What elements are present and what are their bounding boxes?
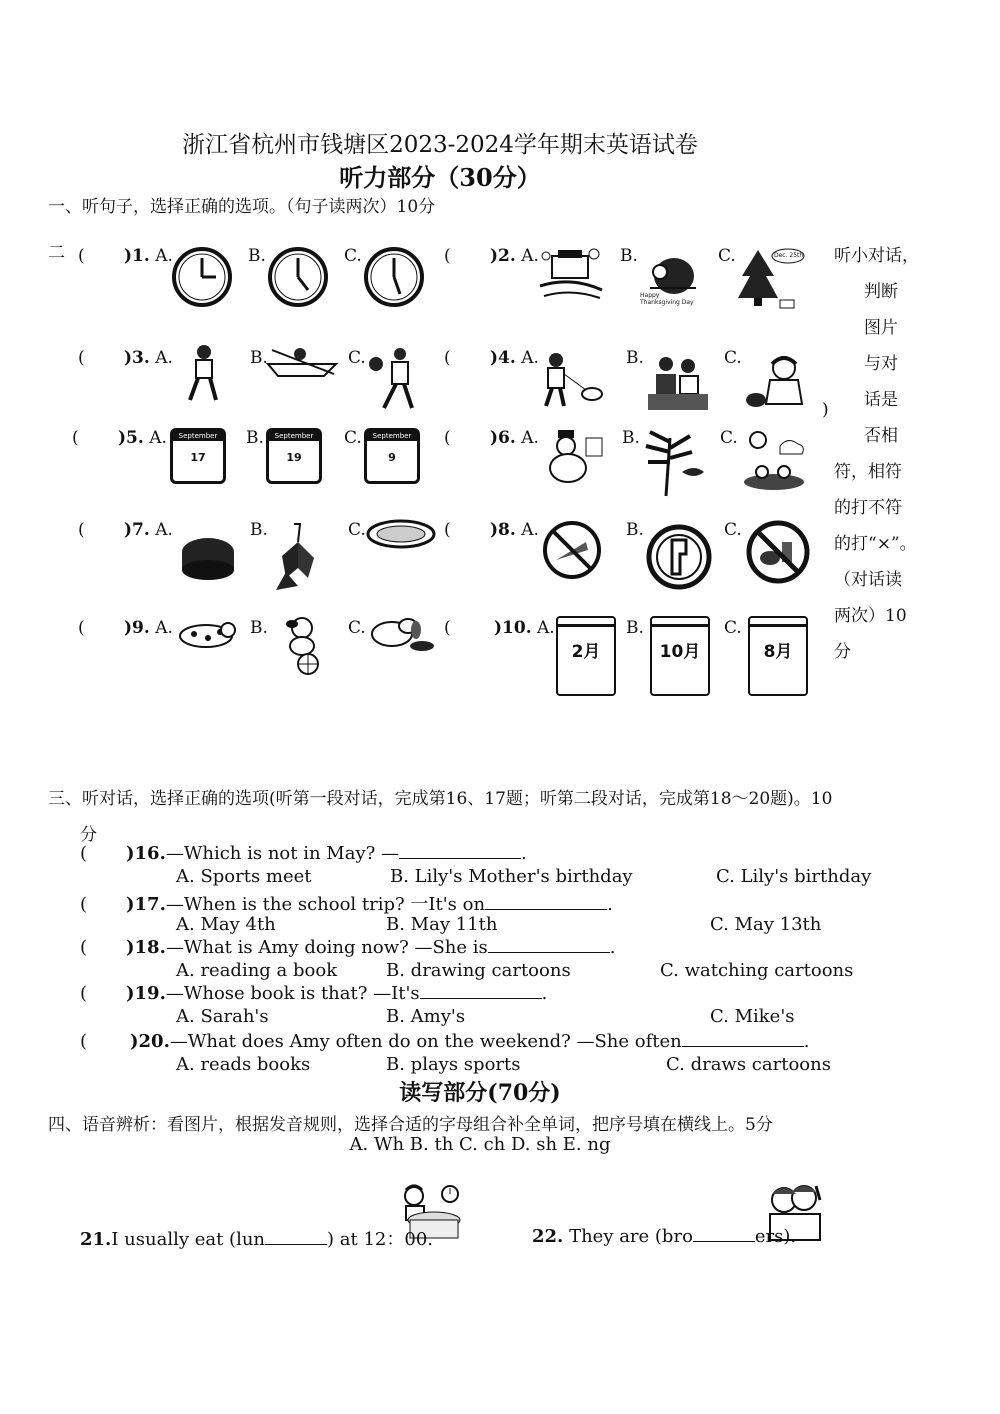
question-number: )7. A. <box>124 520 173 540</box>
option-a: A. reading a book <box>176 960 338 981</box>
sunny-picnic-icon <box>740 428 808 494</box>
national-day-icon <box>538 246 604 302</box>
option-label: C. <box>724 618 742 638</box>
question-21: 21.I usually eat (lun ) at 12：00. <box>80 1229 433 1250</box>
letter-options: A. Wh B. th C. ch D. sh E. ng <box>349 1134 611 1155</box>
section-2-prefix: 二 <box>48 243 65 263</box>
page-subtitle: 听力部分（30分） <box>339 163 541 192</box>
option-label: C. <box>348 520 366 540</box>
answer-bracket[interactable]: ( <box>78 618 85 638</box>
question-number: )4. A. <box>490 348 539 368</box>
answer-bracket[interactable]: ( <box>80 1031 88 1052</box>
option-label: C. <box>720 428 738 448</box>
answer-blank[interactable] <box>265 1228 327 1245</box>
reading-writing-title: 读写部分(70分) <box>399 1080 561 1106</box>
option-label: C. <box>724 520 742 540</box>
answer-bracket[interactable]: ( <box>78 520 85 540</box>
answer-blank[interactable] <box>693 1225 755 1242</box>
section-2-instruction: 听小对话， 判断 图片 与对 话是 否相 符，相符 的打不符 的打“×”。 （对话读 两次）10 分 <box>834 246 919 662</box>
option-label: B. <box>626 520 644 540</box>
mooncake-icon <box>176 532 240 582</box>
question-number: )9. A. <box>124 618 173 638</box>
question-22: 22. They are (bro ers). <box>532 1226 797 1247</box>
zongzi-icon <box>270 522 324 594</box>
listening-question-20: ( )20.—What does Amy often do on the weekend? —She often . <box>80 1031 810 1052</box>
calendar-icon: September 9 <box>364 428 420 484</box>
option-a: A. Sarah's <box>176 1006 269 1027</box>
no-fishing-icon <box>542 520 602 580</box>
clock-icon <box>364 246 424 308</box>
option-c: C. May 13th <box>710 914 822 935</box>
option-label: C. <box>344 246 362 266</box>
option-label: C. <box>724 348 742 368</box>
calendar-page-icon: 8月 <box>748 616 808 696</box>
answer-bracket[interactable]: ( <box>80 983 88 1004</box>
question-number: )6. A. <box>490 428 539 448</box>
dumplings-plate-icon <box>366 518 436 550</box>
bracket-close: ) <box>822 400 829 420</box>
answer-bracket[interactable]: ( <box>80 843 88 864</box>
option-label: C. <box>344 428 362 448</box>
answer-blank[interactable] <box>420 982 542 999</box>
option-label: C. <box>348 348 366 368</box>
calendar-page-icon: 10月 <box>650 616 710 696</box>
option-label: B. <box>250 520 268 540</box>
answer-bracket[interactable]: ( <box>72 428 79 448</box>
option-b: B. Amy's <box>386 1006 466 1027</box>
page-title: 浙江省杭州市钱塘区2023-2024学年期末英语试卷 <box>182 132 698 158</box>
no-phone-icon <box>646 524 712 590</box>
option-b: B. Lily's Mother's birthday <box>390 866 633 887</box>
option-label: B. <box>620 246 638 266</box>
girl-cat-icon <box>744 354 808 412</box>
calendar-icon: September 17 <box>170 428 226 484</box>
section-1-instruction: 一、听句子，选择正确的选项。（句子读两次）10分 <box>48 197 436 217</box>
option-a: A. May 4th <box>176 914 276 935</box>
christmas-date-tag: Dec. 25th <box>774 252 804 259</box>
running-boy-icon <box>184 344 224 404</box>
section-3-instruction-wrap: 分 <box>80 825 97 845</box>
answer-bracket[interactable]: ( <box>80 937 88 958</box>
question-number: )10. A. <box>494 618 555 638</box>
dog-ball-icon <box>272 616 334 676</box>
option-a: A. reads books <box>176 1054 311 1075</box>
answer-bracket[interactable]: ( <box>444 428 451 448</box>
option-label: B. <box>626 618 644 638</box>
option-label: B. <box>626 348 644 368</box>
thanksgiving-caption: Happy Thanksgiving Day <box>640 292 694 306</box>
option-label: B. <box>250 348 268 368</box>
basketball-player-icon <box>366 346 422 412</box>
option-b: B. May 11th <box>386 914 498 935</box>
clock-icon <box>172 246 232 308</box>
sleeping-dog-icon <box>176 616 238 650</box>
answer-bracket[interactable]: ( <box>444 348 451 368</box>
option-c: C. Mike's <box>710 1006 795 1027</box>
family-sitting-icon <box>644 356 712 412</box>
snowman-icon <box>540 428 606 484</box>
option-a: A. Sports meet <box>176 866 312 887</box>
question-number: )2. A. <box>490 246 539 266</box>
option-c: C. Lily's birthday <box>716 866 872 887</box>
option-c: C. draws cartoons <box>666 1054 831 1075</box>
option-label: B. <box>250 618 268 638</box>
section-4-instruction: 四、语音辨析：看图片，根据发音规则，选择合适的字母组合补全单词，把序号填在横线上。5分 <box>48 1115 773 1135</box>
calendar-icon: September 19 <box>266 428 322 484</box>
listening-question-16: ( )16.—Which is not in May? — . <box>80 843 527 864</box>
option-b: B. plays sports <box>386 1054 521 1075</box>
question-number: )5. A. <box>118 428 167 448</box>
question-number: )8. A. <box>490 520 539 540</box>
rowing-boat-icon <box>266 346 338 380</box>
option-label: B. <box>246 428 264 448</box>
answer-blank[interactable] <box>682 1030 804 1047</box>
question-number: )1. A. <box>124 246 173 266</box>
option-b: B. drawing cartoons <box>386 960 571 981</box>
listening-question-19: ( )19.—Whose book is that? —It's . <box>80 983 548 1004</box>
answer-bracket[interactable]: ( <box>444 618 451 638</box>
option-c: C. watching cartoons <box>660 960 854 981</box>
option-label: B. <box>622 428 640 448</box>
answer-bracket[interactable]: ( <box>78 348 85 368</box>
answer-bracket[interactable]: ( <box>444 520 451 540</box>
calendar-page-icon: 2月 <box>556 616 616 696</box>
answer-bracket[interactable]: ( <box>80 894 88 915</box>
clock-icon <box>268 246 328 308</box>
section-3-instruction: 三、听对话，选择正确的选项(听第一段对话，完成第16、17题；听第二段对话，完成第18〜20题)。10 <box>48 789 833 809</box>
no-food-drink-icon <box>746 520 810 584</box>
option-label: C. <box>348 618 366 638</box>
answer-blank[interactable] <box>399 842 521 859</box>
answer-blank[interactable] <box>488 936 610 953</box>
answer-blank[interactable] <box>485 893 607 910</box>
windy-tree-icon <box>642 428 706 498</box>
dog-eating-icon <box>368 614 434 654</box>
listening-question-18: ( )18.—What is Amy doing now? —She is . <box>80 937 616 958</box>
listening-question-17: ( )17.—When is the school trip? 一It's on . <box>80 894 613 915</box>
answer-bracket[interactable]: ( <box>78 246 85 266</box>
answer-bracket[interactable]: ( <box>444 246 451 266</box>
option-label: C. <box>718 246 736 266</box>
question-number: )3. A. <box>124 348 173 368</box>
option-label: B. <box>248 246 266 266</box>
walking-dog-icon <box>540 352 606 408</box>
